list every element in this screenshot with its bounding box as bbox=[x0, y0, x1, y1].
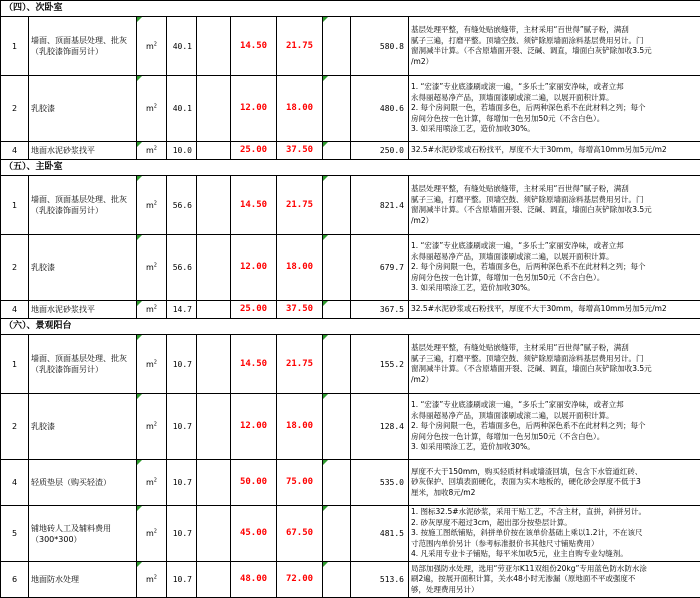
item-total: 367.5 bbox=[351, 301, 409, 319]
item-total: 679.7 bbox=[351, 235, 409, 301]
item-unit bbox=[137, 76, 167, 142]
unit-superscript: 2 bbox=[154, 262, 157, 268]
unit-price-2: 18.00 bbox=[277, 235, 323, 301]
section-title: （六）、景观阳台 bbox=[1, 319, 700, 335]
comment-marker-icon bbox=[137, 460, 142, 465]
comment-marker-icon bbox=[137, 142, 142, 147]
unit-text: m bbox=[146, 360, 154, 369]
unit-superscript: 2 bbox=[154, 41, 157, 47]
unit-superscript: 2 bbox=[154, 421, 157, 427]
item-description bbox=[409, 506, 700, 562]
unit-price-1: 50.00 bbox=[231, 460, 277, 506]
description-line: /m2） bbox=[411, 216, 698, 227]
table-row bbox=[1, 235, 700, 301]
description-line: 2. 砂灰厚度不超过3cm，超出部分按垫层计算。 bbox=[411, 518, 698, 529]
unit-price-2: 72.00 bbox=[277, 562, 323, 598]
comment-marker-icon bbox=[323, 562, 328, 567]
comment-marker-icon bbox=[323, 460, 328, 465]
description-line: 寸范围内单价另计（参考标准报价书其他尺寸铺贴费用） bbox=[411, 539, 698, 550]
comment-marker-icon bbox=[137, 394, 142, 399]
empty-cell bbox=[323, 335, 351, 394]
comment-marker-icon bbox=[323, 235, 328, 240]
empty-cell bbox=[197, 394, 231, 460]
unit-price-2: 37.50 bbox=[277, 301, 323, 319]
comment-marker-icon bbox=[137, 506, 142, 511]
item-quantity: 40.1 bbox=[167, 76, 197, 142]
unit-superscript: 2 bbox=[154, 528, 157, 534]
item-description bbox=[409, 460, 700, 506]
item-total: 250.0 bbox=[351, 142, 409, 160]
unit-text: m bbox=[146, 575, 154, 584]
section-header-row bbox=[1, 160, 700, 176]
unit-text: m bbox=[146, 263, 154, 272]
description-line: 刷2遍，按展开面积计算，关水48小时无渗漏（原地面不平或强度不 bbox=[411, 574, 698, 585]
description-line: 3. 如采用喷涂工艺，造价加收30%。 bbox=[411, 442, 698, 453]
description-line: 窗洞减半计算。（不含原墙面开裂、泛碱、调直，墙面白灰铲除加收3.5元 bbox=[411, 205, 698, 216]
item-name: 墙面、顶面基层处理、批灰（乳胶漆饰面另计） bbox=[29, 17, 137, 76]
unit-text: m bbox=[146, 478, 154, 487]
table-row bbox=[1, 142, 700, 160]
empty-cell bbox=[323, 301, 351, 319]
unit-price-1: 25.00 bbox=[231, 142, 277, 160]
description-line: 厘米，加收8元/m2 bbox=[411, 488, 698, 499]
table-row bbox=[1, 176, 700, 235]
comment-marker-icon bbox=[137, 301, 142, 306]
item-total: 155.2 bbox=[351, 335, 409, 394]
description-line: 窗洞减半计算。（不含原墙面开裂、泛碱、调直，墙面白灰铲除加收3.5元 bbox=[411, 46, 698, 57]
item-total: 481.5 bbox=[351, 506, 409, 562]
section-title: （四）、次卧室 bbox=[1, 1, 700, 17]
item-name: 地面防水处理 bbox=[29, 562, 137, 598]
item-description bbox=[409, 17, 700, 76]
description-line: 房间分色按一色计算，每增加一色另加50元（不含白色）。 bbox=[411, 432, 698, 443]
item-total: 480.6 bbox=[351, 76, 409, 142]
unit-superscript: 2 bbox=[154, 200, 157, 206]
table-row bbox=[1, 460, 700, 506]
unit-price-2: 18.00 bbox=[277, 394, 323, 460]
item-number: 1 bbox=[1, 17, 29, 76]
unit-price-1: 25.00 bbox=[231, 301, 277, 319]
empty-cell bbox=[197, 17, 231, 76]
description-line: /m2） bbox=[411, 375, 698, 386]
item-number: 1 bbox=[1, 176, 29, 235]
item-unit bbox=[137, 506, 167, 562]
unit-price-1: 14.50 bbox=[231, 17, 277, 76]
item-total: 128.4 bbox=[351, 394, 409, 460]
unit-text: m bbox=[146, 529, 154, 538]
description-line: /m2） bbox=[411, 57, 698, 68]
description-line: 房间分色按一色计算，每增加一色另加50元（不含白色）。 bbox=[411, 273, 698, 284]
comment-marker-icon bbox=[323, 17, 328, 22]
item-quantity: 10.7 bbox=[167, 506, 197, 562]
item-number: 4 bbox=[1, 301, 29, 319]
item-name: 乳胶漆 bbox=[29, 235, 137, 301]
item-unit bbox=[137, 17, 167, 76]
table-row bbox=[1, 506, 700, 562]
item-unit bbox=[137, 176, 167, 235]
table-row bbox=[1, 17, 700, 76]
item-unit bbox=[137, 460, 167, 506]
empty-cell bbox=[323, 506, 351, 562]
empty-cell bbox=[197, 301, 231, 319]
item-name: 地面水泥砂浆找平 bbox=[29, 301, 137, 319]
table-row bbox=[1, 301, 700, 319]
description-line: 1. “宏漆”专业底漆刷或滚一遍，“多乐士”家丽安净味，或者立邦 bbox=[411, 82, 698, 93]
description-line: 窗洞减半计算。（不含原墙面开裂、泛碱、调直，墙面白灰铲除加收3.5元 bbox=[411, 364, 698, 375]
comment-marker-icon bbox=[137, 176, 142, 181]
description-line: 砂灰保护、回填表面硬化，表面为实木地板的，硬化砂会厚度不低于3 bbox=[411, 477, 698, 488]
description-line: 32.5#水泥砂浆或石粉找平，厚度不大于30mm，每增高10mm另加5元/m2 bbox=[411, 145, 698, 156]
description-line: 2. 每个房间限一色，若墙面多色，后两种深色系不在此材料之列；每个 bbox=[411, 103, 698, 114]
comment-marker-icon bbox=[137, 562, 142, 567]
unit-price-1: 12.00 bbox=[231, 394, 277, 460]
description-line: 腻子三遍，打磨平整。顶墙空鼓、须铲除原墙面涂料基层费用另计。门 bbox=[411, 195, 698, 206]
empty-cell bbox=[197, 235, 231, 301]
comment-marker-icon bbox=[323, 335, 328, 340]
description-line: 3. 如采用喷涂工艺，造价加收30%。 bbox=[411, 283, 698, 294]
comment-marker-icon bbox=[323, 142, 328, 147]
unit-superscript: 2 bbox=[154, 145, 157, 151]
table-row bbox=[1, 394, 700, 460]
description-line: 基层处理平整，有缝处贴嵌缝带，主材采用“百世得”腻子粉，满刮 bbox=[411, 25, 698, 36]
item-unit bbox=[137, 562, 167, 598]
unit-price-2: 18.00 bbox=[277, 76, 323, 142]
description-line: 4. 凡采用专业卡子铺贴，每平米加收5元，业主自购专业勾缝剂。 bbox=[411, 549, 698, 560]
empty-cell bbox=[323, 394, 351, 460]
section-header-row bbox=[1, 319, 700, 335]
item-quantity: 40.1 bbox=[167, 17, 197, 76]
description-line: 永得丽超易净产品，顶墙面漆刷或滚二遍，以展开面积计算。 bbox=[411, 411, 698, 422]
item-description bbox=[409, 142, 700, 160]
unit-price-2: 21.75 bbox=[277, 17, 323, 76]
description-line: 够，处理费用另计） bbox=[411, 585, 698, 596]
item-unit bbox=[137, 301, 167, 319]
description-line: 基层处理平整，有缝处贴嵌缝带，主材采用“百世得”腻子粉，满刮 bbox=[411, 343, 698, 354]
description-line: 2. 每个房间限一色，若墙面多色，后两种深色系不在此材料之列；每个 bbox=[411, 421, 698, 432]
item-name: 地面水泥砂浆找平 bbox=[29, 142, 137, 160]
empty-cell bbox=[323, 17, 351, 76]
empty-cell bbox=[323, 76, 351, 142]
unit-price-1: 14.50 bbox=[231, 176, 277, 235]
comment-marker-icon bbox=[323, 76, 328, 81]
description-line: 厚度不大于150mm，购买轻质材料或墙渣回填，包含下水管道红砖、 bbox=[411, 467, 698, 478]
unit-text: m bbox=[146, 146, 154, 155]
empty-cell bbox=[323, 176, 351, 235]
description-line: 永得丽超易净产品，顶墙面漆刷或滚二遍，以展开面积计算。 bbox=[411, 93, 698, 104]
unit-superscript: 2 bbox=[154, 304, 157, 310]
table-row bbox=[1, 335, 700, 394]
unit-price-1: 12.00 bbox=[231, 235, 277, 301]
unit-superscript: 2 bbox=[154, 574, 157, 580]
comment-marker-icon bbox=[137, 235, 142, 240]
table-row bbox=[1, 76, 700, 142]
empty-cell bbox=[323, 562, 351, 598]
unit-price-1: 12.00 bbox=[231, 76, 277, 142]
table-row bbox=[1, 562, 700, 598]
unit-price-1: 48.00 bbox=[231, 562, 277, 598]
item-number: 1 bbox=[1, 335, 29, 394]
unit-text: m bbox=[146, 104, 154, 113]
comment-marker-icon bbox=[137, 76, 142, 81]
item-quantity: 10.0 bbox=[167, 142, 197, 160]
item-name: 乳胶漆 bbox=[29, 76, 137, 142]
item-description bbox=[409, 76, 700, 142]
item-description bbox=[409, 335, 700, 394]
unit-price-1: 45.00 bbox=[231, 506, 277, 562]
item-description bbox=[409, 394, 700, 460]
description-line: 局部加强防水处理，选用“劳亚尔K11双组份20kg”专用蓝色防水防水涂 bbox=[411, 564, 698, 575]
comment-marker-icon bbox=[137, 17, 142, 22]
description-line: 1. 图标32.5#水泥砂浆，采用干贴工艺，不含主材，直拼，斜拼另计。 bbox=[411, 507, 698, 518]
unit-text: m bbox=[146, 42, 154, 51]
comment-marker-icon bbox=[323, 301, 328, 306]
comment-marker-icon bbox=[137, 335, 142, 340]
item-number: 2 bbox=[1, 394, 29, 460]
unit-price-2: 21.75 bbox=[277, 335, 323, 394]
empty-cell bbox=[197, 76, 231, 142]
quote-table-body bbox=[1, 1, 700, 598]
item-name: 铺地砖人工及辅料费用（300*300） bbox=[29, 506, 137, 562]
unit-text: m bbox=[146, 305, 154, 314]
description-line: 1. “宏漆”专业底漆刷或滚一遍，“多乐士”家丽安净味，或者立邦 bbox=[411, 241, 698, 252]
unit-text: m bbox=[146, 201, 154, 210]
item-description bbox=[409, 176, 700, 235]
unit-superscript: 2 bbox=[154, 477, 157, 483]
empty-cell bbox=[197, 142, 231, 160]
item-name: 轻质垫层（购买轻渣） bbox=[29, 460, 137, 506]
description-line: 房间分色按一色计算，每增加一色另加50元（不含白色）。 bbox=[411, 114, 698, 125]
item-description bbox=[409, 562, 700, 598]
item-total: 513.6 bbox=[351, 562, 409, 598]
section-title: （五）、主卧室 bbox=[1, 160, 700, 176]
item-number: 4 bbox=[1, 142, 29, 160]
item-name: 墙面、顶面基层处理、批灰（乳胶漆饰面另计） bbox=[29, 176, 137, 235]
empty-cell bbox=[323, 235, 351, 301]
description-line: 永得丽超易净产品，顶墙面漆刷或滚二遍，以展开面积计算。 bbox=[411, 252, 698, 263]
item-description bbox=[409, 235, 700, 301]
unit-price-2: 75.00 bbox=[277, 460, 323, 506]
unit-text: m bbox=[146, 422, 154, 431]
item-unit bbox=[137, 235, 167, 301]
empty-cell bbox=[197, 176, 231, 235]
description-line: 1. “宏漆”专业底漆刷或滚一遍，“多乐士”家丽安净味，或者立邦 bbox=[411, 400, 698, 411]
item-quantity: 10.7 bbox=[167, 335, 197, 394]
unit-superscript: 2 bbox=[154, 103, 157, 109]
description-line: 2. 每个房间限一色，若墙面多色，后两种深色系不在此材料之列；每个 bbox=[411, 262, 698, 273]
item-quantity: 56.6 bbox=[167, 235, 197, 301]
item-quantity: 10.7 bbox=[167, 562, 197, 598]
description-line: 腻子三遍，打磨平整。顶墙空鼓、须铲除原墙面涂料基层费用另计。门 bbox=[411, 354, 698, 365]
item-description bbox=[409, 301, 700, 319]
item-number: 2 bbox=[1, 76, 29, 142]
empty-cell bbox=[197, 562, 231, 598]
comment-marker-icon bbox=[323, 506, 328, 511]
item-unit bbox=[137, 335, 167, 394]
item-number: 2 bbox=[1, 235, 29, 301]
item-total: 821.4 bbox=[351, 176, 409, 235]
item-quantity: 14.7 bbox=[167, 301, 197, 319]
unit-price-2: 21.75 bbox=[277, 176, 323, 235]
comment-marker-icon bbox=[323, 394, 328, 399]
section-header-row bbox=[1, 1, 700, 17]
item-number: 6 bbox=[1, 562, 29, 598]
description-line: 3. 如采用喷涂工艺，造价加收30%。 bbox=[411, 124, 698, 135]
empty-cell bbox=[323, 460, 351, 506]
item-quantity: 10.7 bbox=[167, 394, 197, 460]
item-unit bbox=[137, 142, 167, 160]
description-line: 腻子三遍，打磨平整。顶墙空鼓、须铲除原墙面涂料基层费用另计。门 bbox=[411, 36, 698, 47]
unit-price-1: 14.50 bbox=[231, 335, 277, 394]
item-number: 5 bbox=[1, 506, 29, 562]
item-total: 580.8 bbox=[351, 17, 409, 76]
item-name: 乳胶漆 bbox=[29, 394, 137, 460]
comment-marker-icon bbox=[323, 176, 328, 181]
unit-superscript: 2 bbox=[154, 359, 157, 365]
empty-cell bbox=[197, 460, 231, 506]
description-line: 32.5#水泥砂浆或石粉找平，厚度不大于30mm，每增高10mm另加5元/m2 bbox=[411, 304, 698, 315]
empty-cell bbox=[197, 506, 231, 562]
unit-price-2: 37.50 bbox=[277, 142, 323, 160]
item-number: 4 bbox=[1, 460, 29, 506]
item-quantity: 10.7 bbox=[167, 460, 197, 506]
empty-cell bbox=[323, 142, 351, 160]
description-line: 3. 按施工图纸铺贴，斜拼单价按在该单价基础上乘以1.2计，不在该尺 bbox=[411, 528, 698, 539]
item-quantity: 56.6 bbox=[167, 176, 197, 235]
unit-price-2: 67.50 bbox=[277, 506, 323, 562]
item-total: 535.0 bbox=[351, 460, 409, 506]
empty-cell bbox=[197, 335, 231, 394]
item-unit bbox=[137, 394, 167, 460]
description-line: 基层处理平整，有缝处贴嵌缝带，主材采用“百世得”腻子粉，满刮 bbox=[411, 184, 698, 195]
item-name: 墙面、顶面基层处理、批灰（乳胶漆饰面另计） bbox=[29, 335, 137, 394]
